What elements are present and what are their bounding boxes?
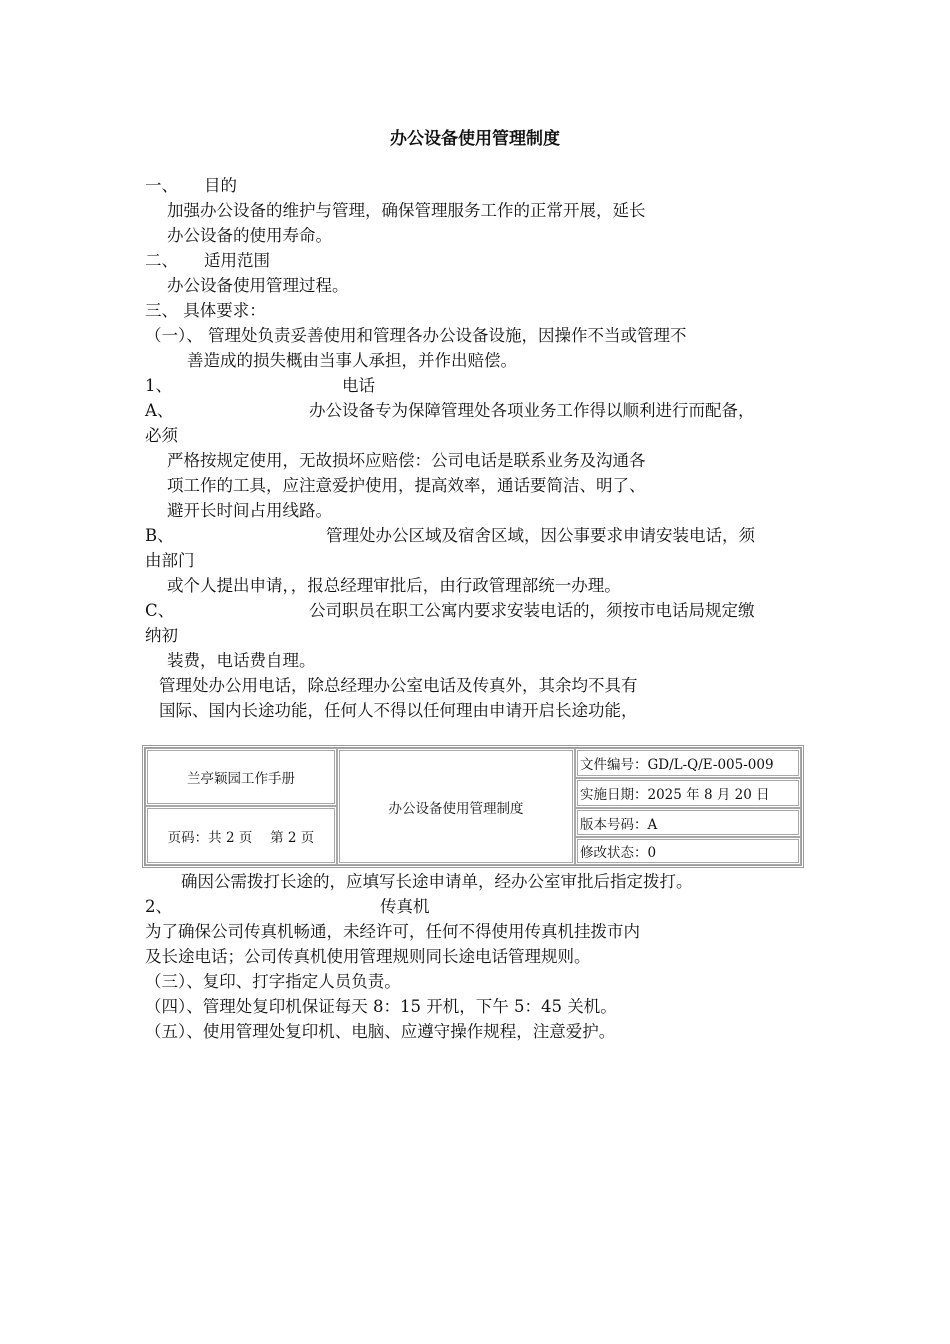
section-heading: 适用范围 [204,251,270,270]
paragraph-line: 避开长时间占用线路。 [167,501,332,520]
paragraph-line: 装费，电话费自理。 [167,651,316,670]
subsection-heading: 传真机 [380,897,430,916]
paragraph-line: （三）、复印、打字指定人员负责。 [145,972,401,991]
paragraph-line: （五）、使用管理处复印机、电脑、应遵守操作规程，注意爱护。 [145,1022,616,1041]
document-title: 办公设备使用管理制度 [390,129,560,149]
paragraph-line: 国际、国内长途功能，任何人不得以任何理由申请开启长途功能， [159,701,638,720]
paragraph-line: 严格按规定使用，无故损坏应赔偿：公司电话是联系业务及沟通各 [167,451,646,470]
paragraph-line: 管理处办公区域及宿舍区域，因公事要求申请安装电话，须 [326,526,755,545]
section-number: 一、 [145,176,178,195]
item-label: A、 [145,401,174,420]
paragraph-line: 必须 [145,426,178,445]
version-number: 版本号码：A [580,816,658,833]
revision-status: 修改状态：0 [580,845,657,861]
item-label: B、 [145,526,174,545]
paragraph-line: 办公设备使用管理过程。 [167,276,349,295]
page-info-cell [145,806,337,865]
paragraph-line: （一）、 管理处负责妥善使用和管理各办公设备设施，因操作不当或管理不 [145,326,687,345]
document-footer-table [142,745,804,868]
section-number: 二、 [145,251,178,270]
paragraph-line: 加强办公设备的维护与管理，确保管理服务工作的正常开展，延长 [167,201,646,220]
paragraph-line: （四）、管理处复印机保证每天 8：15 开机，下午 5：45 关机。 [145,997,617,1016]
item-label: C、 [145,601,175,620]
subsection-heading: 电话 [342,376,375,395]
file-number: 文件编号：GD/L-Q/E-005-009 [580,757,774,773]
subsection-number: 2、 [145,897,172,916]
doc-title-cell [337,748,575,865]
revision-cell [575,837,801,865]
version-cell [575,808,801,837]
paragraph-line: 办公设备专为保障管理处各项业务工作得以顺利进行而配备， [309,401,755,420]
paragraph-line: 为了确保公司传真机畅通，未经许可，任何不得使用传真机挂拨市内 [145,922,640,941]
paragraph-line: 确因公需拨打长途的，应填写长途申请单，经办公室审批后指定拨打。 [181,872,693,891]
page-info: 页码：共 2 页 第 2 页 [167,829,315,846]
file-no-cell [575,748,801,778]
paragraph-line: 善造成的损失概由当事人承担，并作出赔偿。 [187,351,517,370]
paragraph-line: 项工作的工具，应注意爱护使用，提高效率，通话要简洁、明了、 [167,476,646,495]
paragraph-line: 办公设备的使用寿命。 [167,226,332,245]
doc-title: 办公设备使用管理制度 [388,800,524,817]
paragraph-line: 或个人提出申请，，报总经理审批后，由行政管理部统一办理。 [167,576,621,595]
handbook-name: 兰亭颖园工作手册 [187,771,295,787]
paragraph-line: 由部门 [145,551,195,570]
effective-date-cell [575,778,801,808]
section-heading: 目的 [204,176,237,195]
paragraph-line: 管理处办公用电话，除总经理办公室电话及传真外，其余均不具有 [159,676,638,695]
section-heading: 三、 具体要求： [145,301,266,320]
subsection-number: 1、 [145,376,172,395]
paragraph-line: 公司职员在职工公寓内要求安装电话的，须按市电话局规定缴 [309,601,755,620]
paragraph-line: 及长途电话；公司传真机使用管理规则同长途电话管理规则。 [145,947,591,966]
effective-date: 实施日期：2025 年 8 月 20 日 [580,787,770,803]
handbook-cell [145,748,337,806]
paragraph-line: 纳初 [145,626,178,645]
